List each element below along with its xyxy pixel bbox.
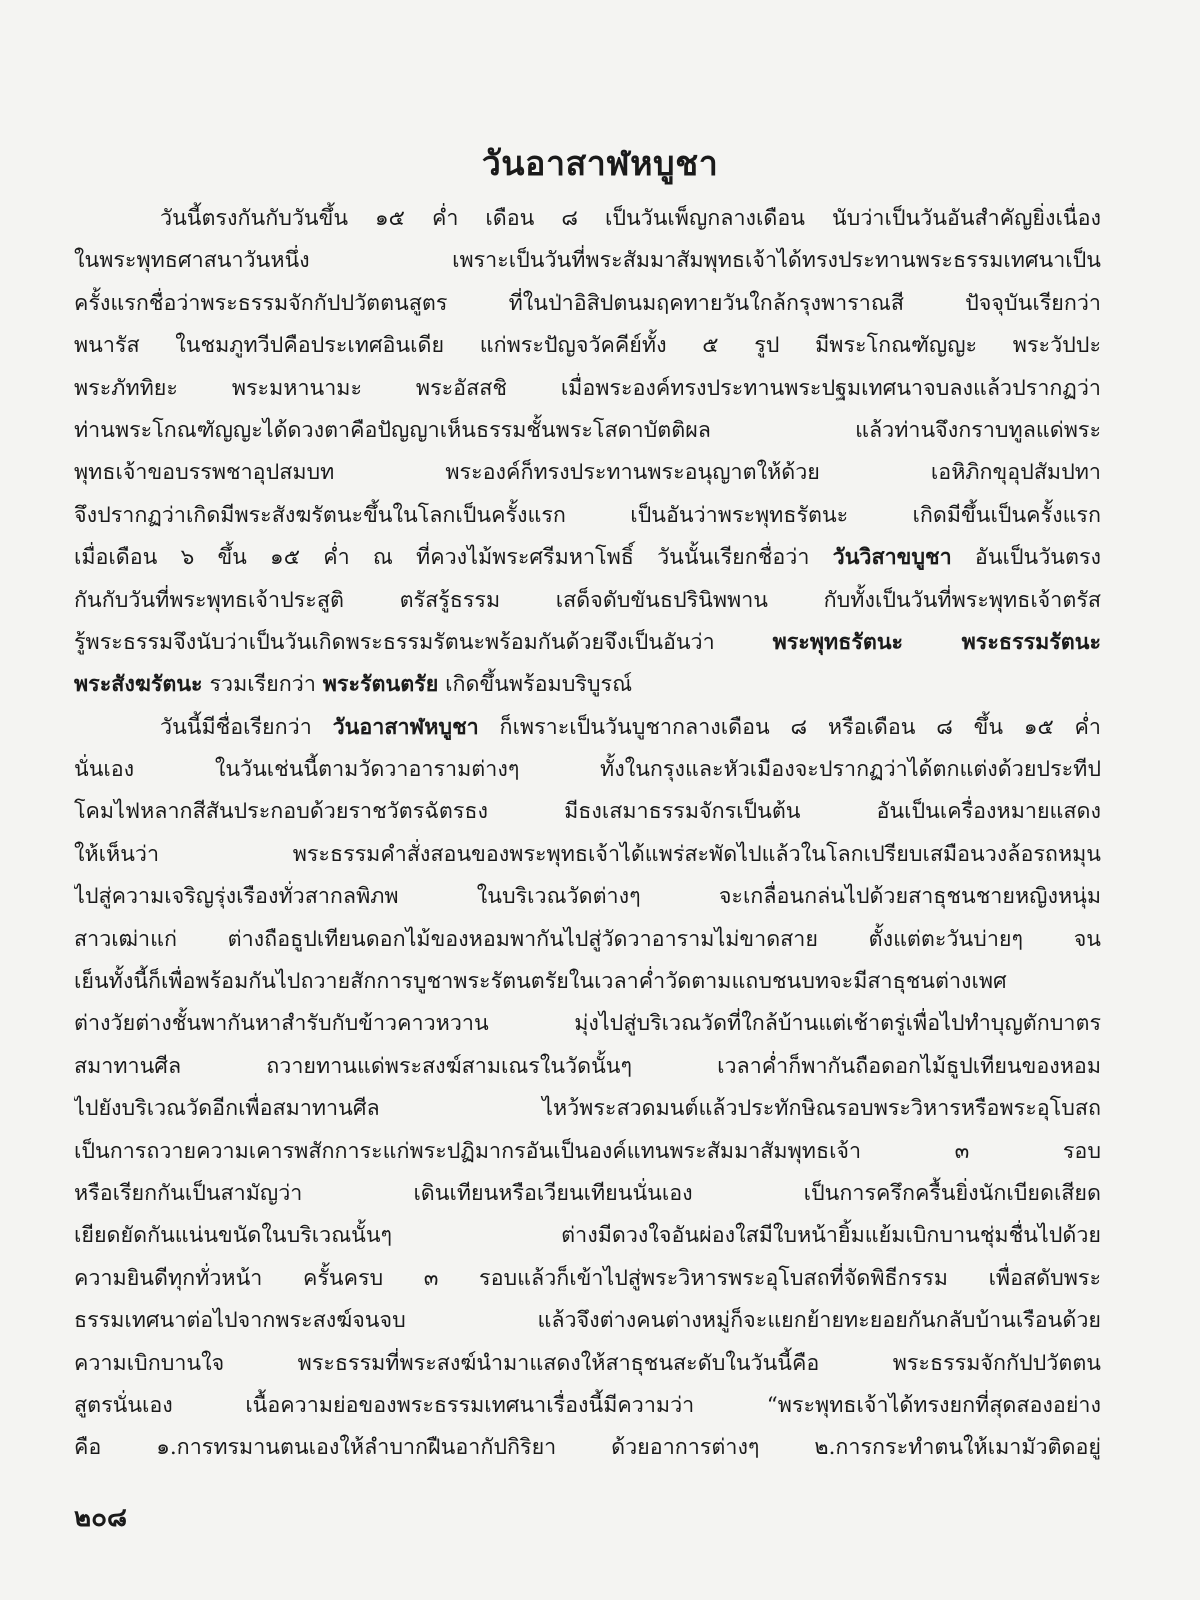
text-line: หรือเรียกกันเป็นสามัญว่า เดินเทียนหรือเวียนเทียนนั่นเอง เป็นการครึกครื้นยิ่งนักเบียดเสียด: [74, 1180, 1101, 1206]
text-line: ให้เห็นว่า พระธรรมคำสั่งสอนของพระพุทธเจ้าได้แพร่สะพัดไปแล้วในโลกเปรียบเสมือนวงล้อรถหมุน: [74, 841, 1101, 867]
text-line: กันกับวันที่พระพุทธเจ้าประสูติ ตรัสรู้ธรรม เสด็จดับขันธปรินิพพาน กับทั้งเป็นวันที่พระพุทธเจ้าตรัส: [74, 587, 1101, 613]
text-segment: รู้พระธรรมจึงนับว่าเป็นวันเกิดพระธรรมรัตนะพร้อมกันด้วยจึงเป็นอันว่า: [74, 629, 773, 655]
text-line: [74, 707, 1101, 749]
page-number: ๒๐๘: [74, 1503, 128, 1533]
text-line: ความเบิกบานใจ พระธรรมที่พระสงฆ์นำมาแสดงให้สาธุชนสะดับในวันนี้คือ พระธรรมจักกัปปวัตตน: [74, 1350, 1101, 1376]
text-segment: รวมเรียกว่า: [202, 672, 323, 698]
bold-term-asalha-bucha: วันอาสาฬหบูชา: [332, 714, 479, 740]
text-segment: วันนี้มีชื่อเรียกว่า: [160, 714, 333, 740]
paragraph-1: [74, 198, 1101, 707]
paragraph-2: [74, 707, 1101, 1470]
text-line: สมาทานศีล ถวายทานแด่พระสงฆ์สามเณรในวัดนั้นๆ เวลาค่ำก็พากันถือดอกไม้ธูปเทียนของหอม: [74, 1053, 1101, 1079]
text-line: จึงปรากฏว่าเกิดมีพระสังฆรัตนะขึ้นในโลกเป็นครั้งแรก เป็นอันว่าพระพุทธรัตนะ เกิดมีขึ้นเป็นครั้งแรก: [74, 502, 1101, 528]
text-line: ต่างวัยต่างชั้นพากันหาสำรับกับข้าวคาวหวาน มุ่งไปสู่บริเวณวัดที่ใกล้บ้านแต่เช้าตรู่เพื่อไปทำบุญตักบาตร: [74, 1011, 1101, 1037]
text-line: [74, 664, 1101, 706]
bold-term-visakha-bucha: วันวิสาขบูชา: [832, 545, 952, 571]
text-line: ครั้งแรกชื่อว่าพระธรรมจักกัปปวัตตนสูตร ที่ในป่าอิสิปตนมฤคทายวันใกล้กรุงพาราณสี ปัจจุบันเรียกว่า: [74, 290, 1101, 316]
text-line: ในพระพุทธศาสนาวันหนึ่ง เพราะเป็นวันที่พระสัมมาสัมพุทธเจ้าได้ทรงประทานพระธรรมเทศนาเป็น: [74, 248, 1101, 274]
text-line: นั่นเอง ในวันเช่นนี้ตามวัดวาอารามต่างๆ ทั้งในกรุงและหัวเมืองจะปรากฏว่าได้ตกแต่งด้วยประทีป: [74, 757, 1101, 783]
text-line: สูตรนั่นเอง เนื้อความย่อของพระธรรมเทศนาเรื่องนี้มีความว่า “พระพุทธเจ้าได้ทรงยกที่สุดสองอย่าง: [74, 1392, 1101, 1418]
text-line: พระภัททิยะ พระมหานามะ พระอัสสชิ เมื่อพระองค์ทรงประทานพระปฐมเทศนาจบลงแล้วปรากฏว่า: [74, 375, 1101, 401]
body-text: [74, 198, 1101, 1470]
text-line: [74, 622, 1101, 664]
text-segment: ก็เพราะเป็นวันบูชากลางเดือน ๘ หรือเดือน ๘ ขึ้น ๑๕ ค่ำ: [478, 714, 1101, 740]
text-line: สาวเฒ่าแก่ ต่างถือธูปเทียนดอกไม้ของหอมพากันไปสู่วัดวาอารามไม่ขาดสาย ตั้งแต่ตะวันบ่ายๆ จน: [74, 926, 1101, 952]
text-line: คือ ๑.การทรมานตนเองให้ลำบากฝืนอากัปกิริยา ด้วยอาการต่างๆ ๒.การกระทำตนให้เมามัวติดอยู่: [74, 1435, 1101, 1461]
text-segment: อันเป็นวันตรง: [951, 545, 1101, 571]
bold-term-ratanattaya: พระรัตนตรัย: [322, 672, 439, 698]
text-segment: เมื่อเดือน ๖ ขึ้น ๑๕ ค่ำ ณ ที่ควงไม้พระศรีมหาโพธิ์ วันนั้นเรียกชื่อว่า: [74, 545, 833, 571]
text-line: เยียดยัดกันแน่นขนัดในบริเวณนั้นๆ ต่างมีดวงใจอันผ่องใสมีใบหน้ายิ้มแย้มเบิกบานชุ่มชื่นไปด้วย: [74, 1223, 1101, 1249]
text-line: [74, 537, 1101, 579]
text-segment: เกิดขึ้นพร้อมบริบูรณ์: [438, 672, 633, 698]
text-line: พุทธเจ้าขอบรรพชาอุปสมบท พระองค์ก็ทรงประทานพระอนุญาตให้ด้วย เอหิภิกขุอุปสัมปทา: [74, 460, 1101, 486]
text-line: ไปยังบริเวณวัดอีกเพื่อสมาทานศีล ไหว้พระสวดมนต์แล้วประทักษิณรอบพระวิหารหรือพระอุโบสถ: [74, 1096, 1101, 1122]
bold-term-buddha-dhamma-ratana: พระพุทธรัตนะ พระธรรมรัตนะ: [772, 629, 1101, 655]
text-line: ธรรมเทศนาต่อไปจากพระสงฆ์จนจบ แล้วจึงต่างคนต่างหมู่ก็จะแยกย้ายทะยอยกันกลับบ้านเรือนด้วย: [74, 1308, 1101, 1334]
text-line: ความยินดีทุกทั่วหน้า ครั้นครบ ๓ รอบแล้วก็เข้าไปสู่พระวิหารพระอุโบสถที่จัดพิธีกรรม เพื่อสดับพระ: [74, 1265, 1101, 1291]
bold-term-sangha-ratana: พระสังฆรัตนะ: [74, 672, 203, 698]
text-line: พนารัส ในชมภูทวีปคือประเทศอินเดีย แก่พระปัญจวัคคีย์ทั้ง ๕ รูป มีพระโกณฑัญญะ พระวัปปะ: [74, 333, 1101, 359]
page-title: วันอาสาฬหบูชา: [481, 144, 719, 184]
text-line: วันนี้ตรงกันกับวันขึ้น ๑๕ ค่ำ เดือน ๘ เป็นวันเพ็ญกลางเดือน นับว่าเป็นวันอันสำคัญยิ่งเนื่อง: [160, 206, 1101, 231]
text-line: เย็นทั้งนี้ก็เพื่อพร้อมกันไปถวายสักการบูชาพระรัตนตรัยในเวลาค่ำวัดตามแถบชนบทจะมีสาธุชนต่างเพศ: [74, 969, 1007, 995]
text-line: โคมไฟหลากสีสันประกอบด้วยราชวัตรฉัตรธง มีธงเสมาธรรมจักรเป็นต้น อันเป็นเครื่องหมายแสดง: [74, 799, 1101, 825]
text-line: ไปสู่ความเจริญรุ่งเรืองทั่วสากลพิภพ ในบริเวณวัดต่างๆ จะเกลื่อนกล่นไปด้วยสาธุชนชายหญิงหนุ่ม: [74, 884, 1101, 910]
text-line: เป็นการถวายความเคารพสักการะแก่พระปฏิมากรอันเป็นองค์แทนพระสัมมาสัมพุทธเจ้า ๓ รอบ: [74, 1138, 1101, 1164]
text-line: ท่านพระโกณฑัญญะได้ดวงตาคือปัญญาเห็นธรรมชั้นพระโสดาบัตติผล แล้วท่านจึงกราบทูลแด่พระ: [74, 417, 1101, 443]
